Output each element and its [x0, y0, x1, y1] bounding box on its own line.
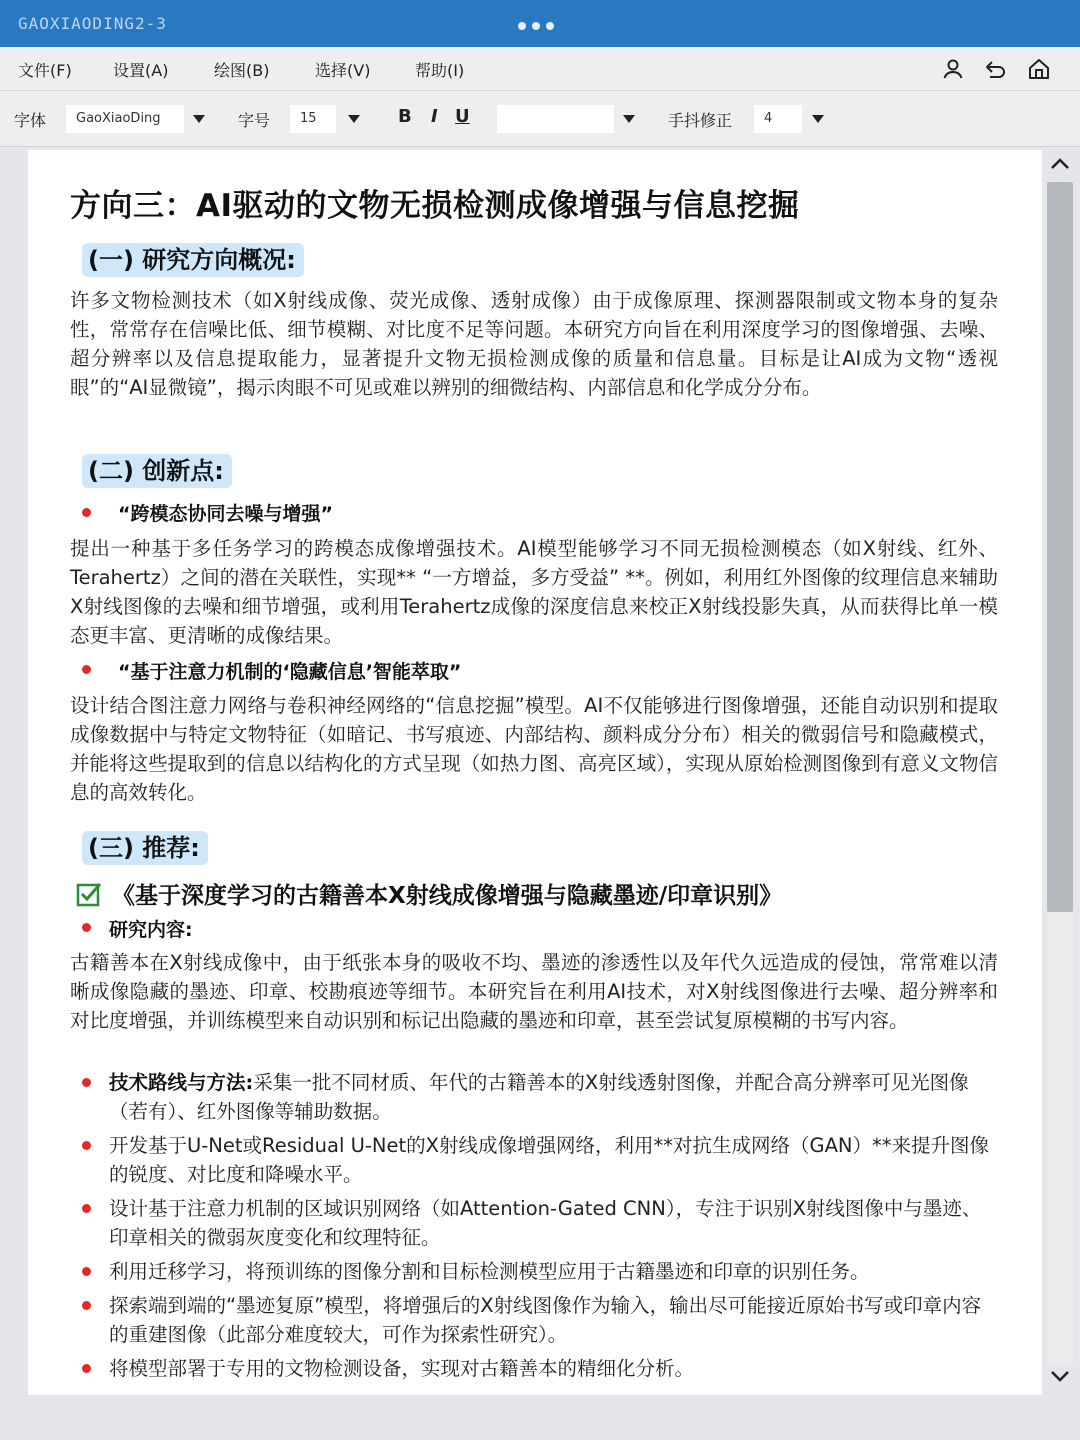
bullet-dot: [82, 1364, 91, 1373]
font-dropdown-icon[interactable]: [193, 115, 205, 123]
overview-text: 许多文物检测技术（如X射线成像、荧光成像、透射成像）由于成像原理、探测器限制或文物本身的复杂性，常常存在信噪比低、细节模糊、对比度不足等问题。本研究方向旨在利用深度学习的图像增强、去噪、超分辨率以及信息提取能力，显著提升文物无损检测成像的质量和信息量。目标是让AI成为文物“透视眼”的“AI显微镜”，揭示肉眼不可见或难以辨别的细微结构、内部信息和化学成分分布。: [70, 289, 998, 399]
bullet-dot: [82, 508, 91, 517]
innovation-1-text: 提出一种基于多任务学习的跨模态成像增强技术。AI模型能够学习不同无损检测模态（如X射线、红外、Terahertz）之间的潜在关联性，实现** “一方增益，多方受益” **。例如，利用红外图像的纹理信息来辅助X射线图像的去噪和细节增强，或利用Terahertz成像的深度信息来校正X射线投影失真，从而获得比单一模态更丰富、更清晰的成像结果。: [70, 537, 998, 647]
color-dropdown-icon[interactable]: [623, 115, 635, 123]
size-dropdown-icon[interactable]: [348, 115, 360, 123]
size-label: 字号: [238, 111, 271, 130]
list-item: 开发基于U-Net或Residual U-Net的X射线成像增强网络，利用**对抗生成网络（GAN）**来提升图像的锐度、对比度和降噪水平。: [109, 1134, 990, 1186]
menu-draw[interactable]: 绘图(B): [214, 61, 270, 80]
method-item: [109, 1068, 999, 1126]
italic-button[interactable]: I: [431, 106, 438, 127]
size-select[interactable]: 15: [290, 105, 336, 133]
innovation-2-title: “基于注意力机制的‘隐藏信息’智能萃取”: [118, 661, 462, 683]
method-text: 采集一批不同材质、年代的古籍善本的X射线透射图像，并配合高分辨率可见光图像（若有）、红外图像等辅助数据。: [109, 1071, 969, 1123]
method-label: 技术路线与方法:: [109, 1071, 254, 1094]
section-recommend-heading: (三) 推荐:: [82, 831, 208, 865]
research-text: 古籍善本在X射线成像中，由于纸张本身的吸收不均、墨迹的渗透性以及年代久远造成的侵蚀，常常难以清晰成像隐藏的墨迹、印章、校勘痕迹等细节。本研究旨在利用AI技术，对X射线图像进行去噪、超分辨率和对比度增强，并训练模型来自动识别和标记出隐藏的墨迹和印章，甚至尝试复原模糊的书写内容。: [70, 951, 998, 1032]
app-title: GAOXIAODING2-3: [18, 14, 167, 33]
title-bar: [0, 0, 1080, 47]
innovation-1-title: “跨模态协同去噪与增强”: [118, 503, 333, 525]
research-label: 研究内容:: [109, 919, 193, 941]
list-item: 利用迁移学习，将预训练的图像分割和目标检测模型应用于古籍墨迹和印章的识别任务。: [109, 1260, 870, 1283]
user-icon[interactable]: [941, 57, 965, 81]
innovation-2-text: 设计结合图注意力网络与卷积神经网络的“信息挖掘”模型。AI不仅能够进行图像增强，还能自动识别和提取成像数据中与特定文物特征（如暗记、书写痕迹、内部结构、颜料成分分布）相关的微弱信号和隐藏模式，并能将这些提取到的信息以结构化的方式呈现（如热力图、高亮区域），实现从原始检测图像到有意义文物信息的高效转化。: [70, 694, 998, 804]
jitter-dropdown-icon[interactable]: [812, 115, 824, 123]
menu-bar: [0, 47, 1080, 91]
scroll-down-icon[interactable]: [1048, 1366, 1072, 1386]
bold-button[interactable]: B: [398, 106, 412, 127]
window-more-icon[interactable]: [518, 22, 554, 30]
bullet-dot: [82, 665, 91, 674]
jitter-label: 手抖修正: [668, 111, 733, 130]
format-toolbar: [0, 91, 1080, 147]
menu-file[interactable]: 文件(F): [18, 61, 72, 80]
bullet-dot: [82, 923, 91, 932]
bullet-dot: [82, 1267, 91, 1276]
font-select[interactable]: GaoXiaoDing: [66, 105, 184, 133]
bullet-dot: [82, 1301, 91, 1310]
menu-select[interactable]: 选择(V): [315, 61, 371, 80]
menu-help[interactable]: 帮助(I): [415, 61, 465, 80]
underline-button[interactable]: U: [455, 106, 470, 127]
section-innovation-heading: (二) 创新点:: [82, 454, 232, 488]
list-item: 将模型部署于专用的文物检测设备，实现对古籍善本的精细化分析。: [109, 1357, 695, 1380]
recommend-title: 《基于深度学习的古籍善本X射线成像增强与隐藏墨迹/印章识别》: [112, 883, 783, 909]
list-item: 设计基于注意力机制的区域识别网络（如Attention-Gated CNN），专注于识别X射线图像中与墨迹、印章相关的微弱灰度变化和纹理特征。: [109, 1197, 982, 1249]
bullet-dot: [82, 1078, 91, 1087]
doc-title: 方向三：AI驱动的文物无损检测成像增强与信息挖掘: [70, 188, 800, 224]
menu-settings[interactable]: 设置(A): [113, 61, 169, 80]
color-select[interactable]: [497, 105, 614, 133]
bullet-dot: [82, 1141, 91, 1150]
scroll-up-icon[interactable]: [1048, 154, 1072, 174]
checkbox-checked-icon[interactable]: [76, 881, 102, 907]
recommend-title-row: [76, 877, 782, 910]
bullet-dot: [82, 1204, 91, 1213]
scrollbar-thumb[interactable]: [1047, 182, 1073, 912]
undo-icon[interactable]: [984, 57, 1008, 81]
font-label: 字体: [14, 111, 47, 130]
home-icon[interactable]: [1027, 57, 1051, 81]
jitter-select[interactable]: 4: [754, 105, 802, 133]
list-item: 探索端到端的“墨迹复原”模型，将增强后的X射线图像作为输入，输出尽可能接近原始书写或印章内容的重建图像（此部分难度较大，可作为探索性研究）。: [109, 1294, 982, 1346]
section-overview-heading: (一) 研究方向概况:: [82, 243, 304, 277]
document-page[interactable]: [28, 150, 1042, 1395]
